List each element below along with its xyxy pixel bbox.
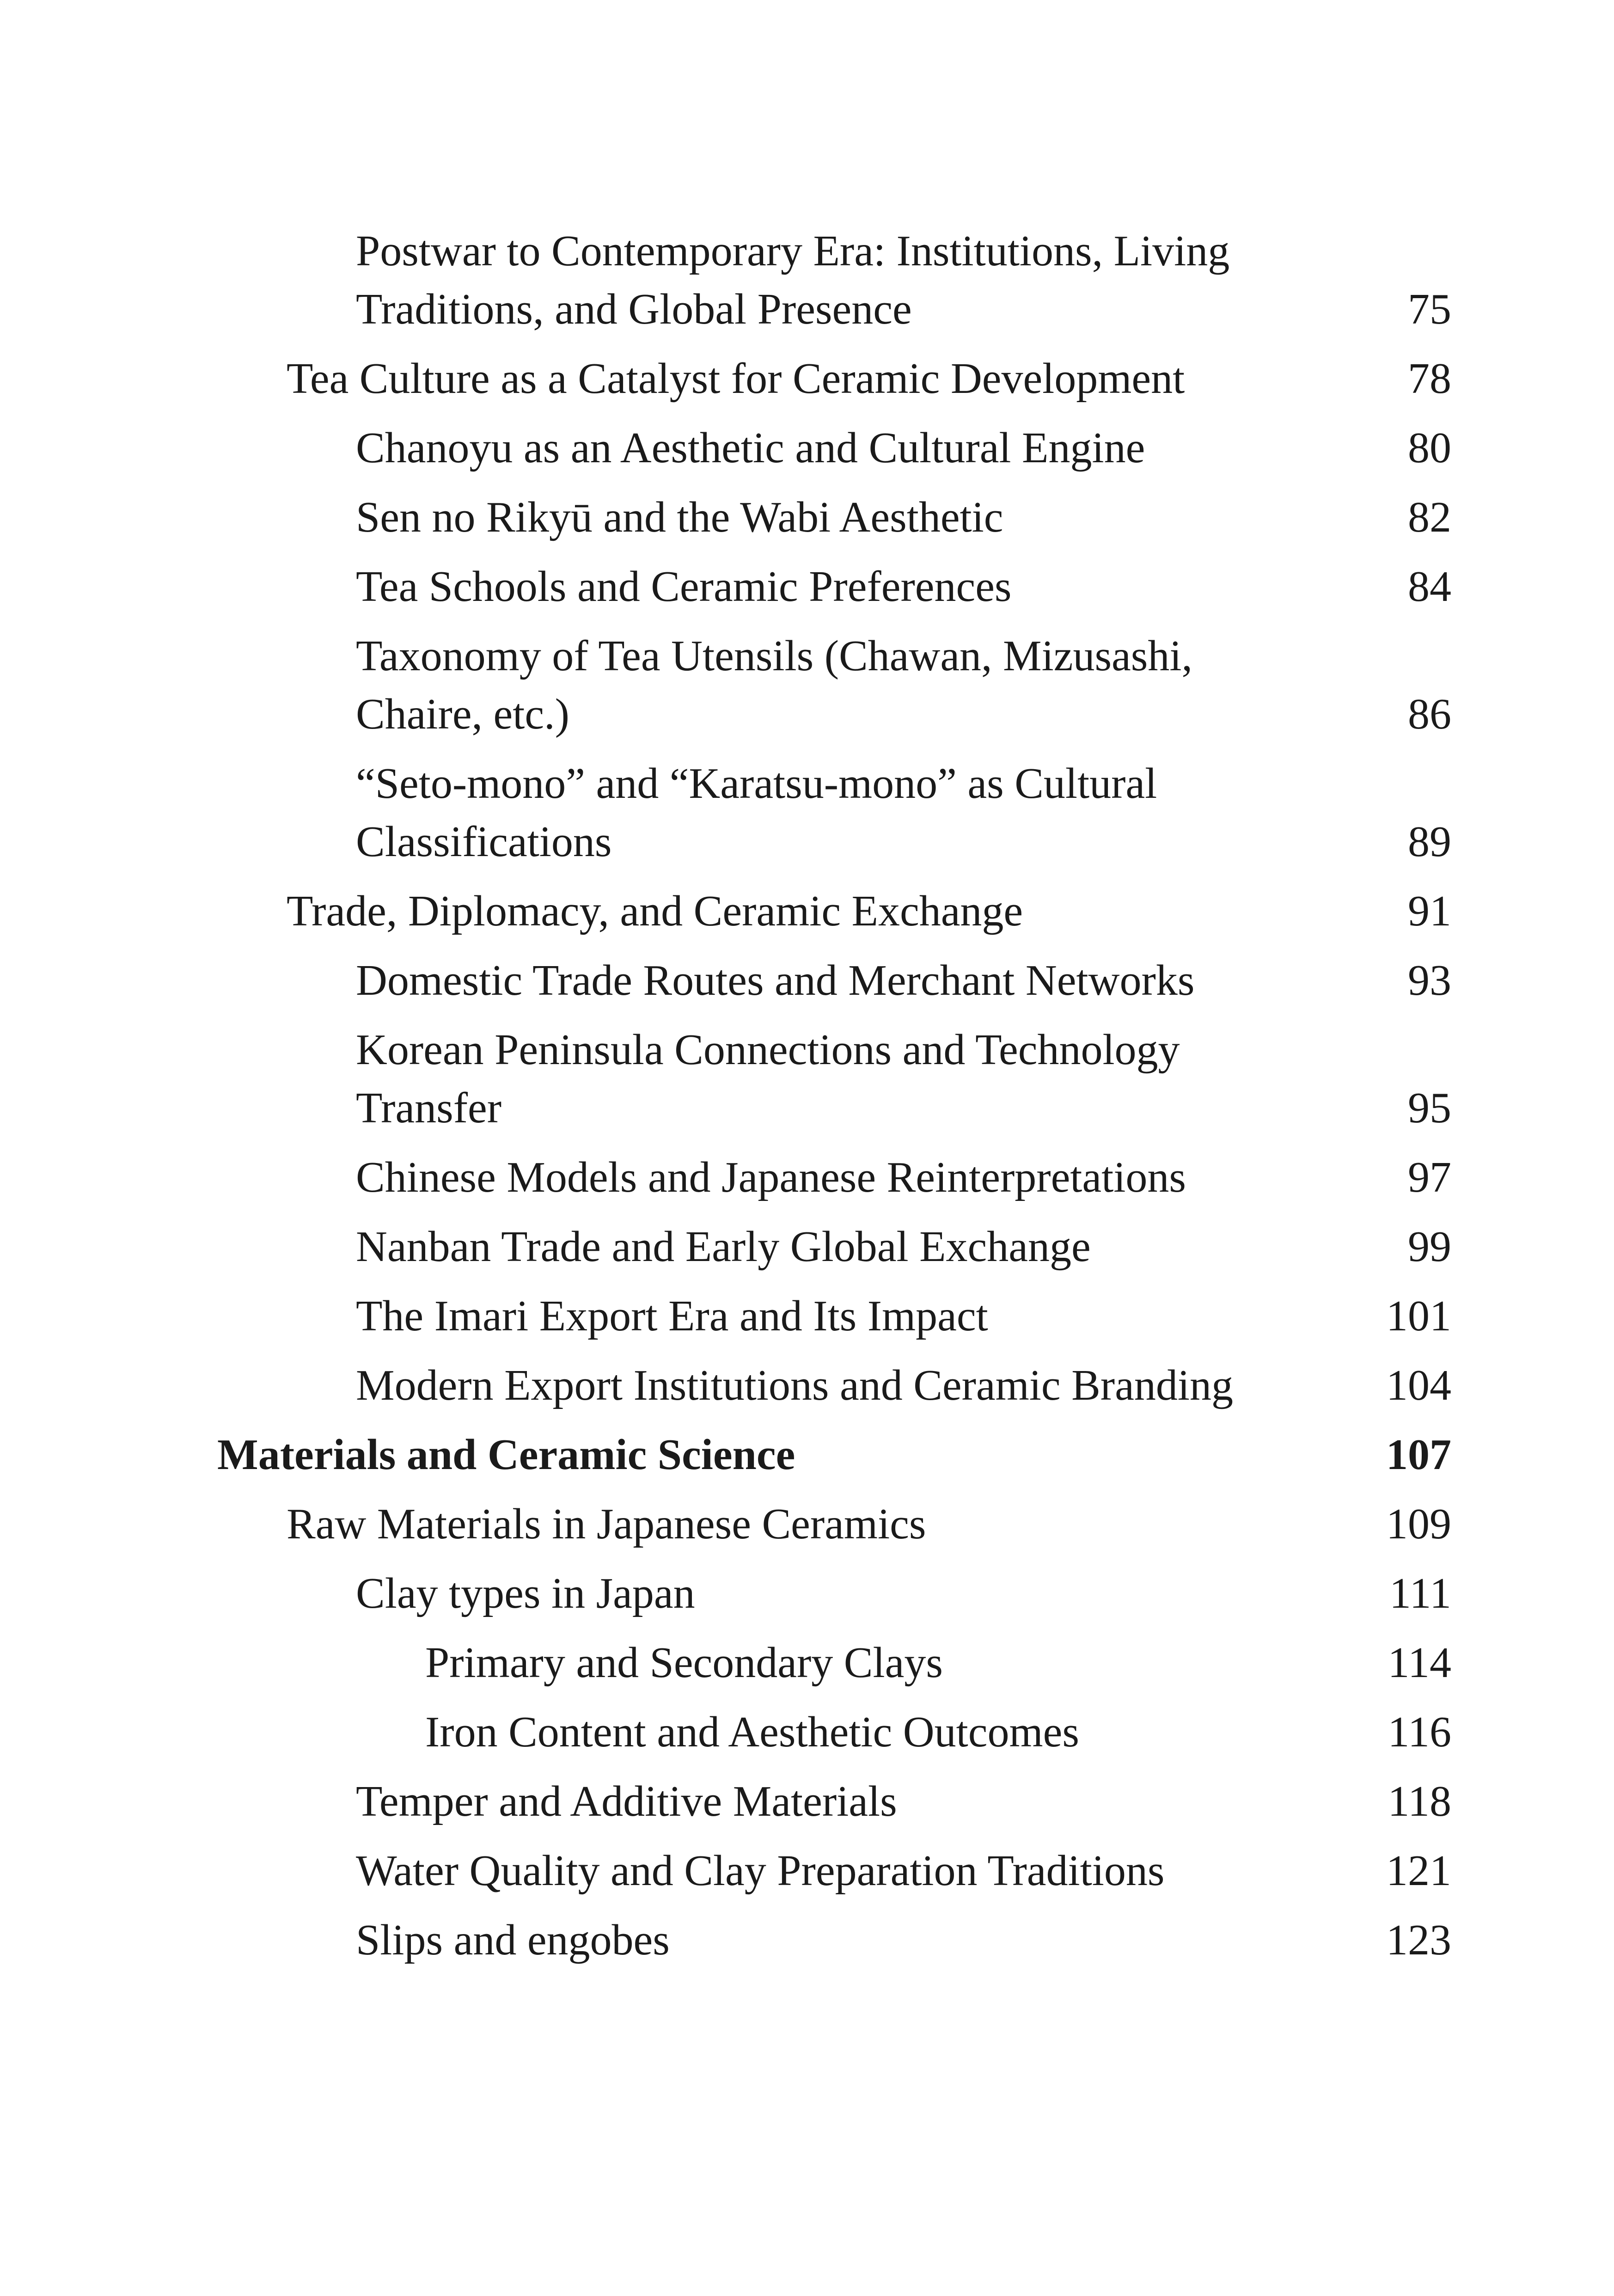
toc-entry-page-number: 121 [1386, 1847, 1451, 1895]
toc-entry-page-number: 109 [1386, 1500, 1451, 1548]
toc-entry-title-line: Nanban Trade and Early Global Exchange [356, 1223, 1091, 1271]
toc-entry[interactable] [217, 1703, 1451, 1761]
toc-entry-title [217, 1426, 1345, 1484]
toc-entry-title-line: Raw Materials in Japanese Ceramics [287, 1500, 926, 1548]
toc-entry[interactable] [217, 1772, 1451, 1831]
toc-entry-title-line: Taxonomy of Tea Utensils (Chawan, Mizusashi, [356, 632, 1192, 680]
toc-entry-title [217, 1148, 1345, 1206]
toc-entry[interactable] [217, 557, 1451, 616]
toc-entry-title-line: Chinese Models and Japanese Reinterpretations [356, 1153, 1186, 1201]
toc-entry-title-line: Chaire, etc.) [356, 690, 569, 738]
toc-entry-title [217, 1634, 1345, 1692]
toc-entry-title-line: Trade, Diplomacy, and Ceramic Exchange [287, 887, 1023, 935]
toc-entry-title [217, 557, 1345, 616]
toc-entry[interactable] [217, 1148, 1451, 1206]
toc-entry[interactable] [217, 627, 1451, 743]
toc-entry-title [217, 1842, 1345, 1900]
toc-entry-page-number: 95 [1408, 1084, 1451, 1132]
toc-entry-title [217, 627, 1345, 743]
toc-entry[interactable] [217, 419, 1451, 477]
toc-entry-title-line: Materials and Ceramic Science [217, 1431, 795, 1479]
toc-entry-title [217, 1911, 1345, 1969]
toc-entry-title [217, 222, 1345, 338]
toc-entry-title-line: Slips and engobes [356, 1916, 670, 1964]
toc-entry[interactable] [217, 1564, 1451, 1623]
toc-entry-title-line: Classifications [356, 818, 612, 866]
toc-entry-title-line: Traditions, and Global Presence [356, 285, 912, 333]
toc-entry-title [217, 1287, 1345, 1345]
toc-entry-page-number: 91 [1408, 887, 1451, 935]
toc-entry-page-number: 93 [1408, 956, 1451, 1004]
toc-entry-title-line: Iron Content and Aesthetic Outcomes [425, 1708, 1079, 1756]
toc-entry-title-line: Tea Schools and Ceramic Preferences [356, 563, 1012, 611]
toc-entry-page-number: 99 [1408, 1223, 1451, 1271]
toc-entry-page-number: 75 [1408, 285, 1451, 333]
toc-entry-title-line: The Imari Export Era and Its Impact [356, 1292, 988, 1340]
toc-entry-page-number: 101 [1386, 1292, 1451, 1340]
toc-entry[interactable] [217, 754, 1451, 871]
toc-entry-page-number: 80 [1408, 424, 1451, 472]
toc-entry-page-number: 123 [1386, 1916, 1451, 1964]
toc-entry[interactable] [217, 1495, 1451, 1553]
toc-entry-title-line: Postwar to Contemporary Era: Institutions, Living [356, 227, 1230, 275]
toc-entry[interactable] [217, 1842, 1451, 1900]
toc-entry-page-number: 82 [1408, 493, 1451, 541]
toc-entry-page-number: 86 [1408, 690, 1451, 738]
toc-entry[interactable] [217, 1634, 1451, 1692]
toc-entry[interactable] [217, 1426, 1451, 1484]
toc-entry-title-line: Primary and Secondary Clays [425, 1639, 943, 1687]
toc-entry-title-line: Modern Export Institutions and Ceramic Branding [356, 1361, 1233, 1409]
toc-entry-title [217, 419, 1345, 477]
toc-entry-page-number: 84 [1408, 563, 1451, 611]
toc-entry-title-line: Transfer [356, 1084, 502, 1132]
toc-entry[interactable] [217, 1021, 1451, 1137]
toc-entry-page-number: 118 [1388, 1777, 1451, 1825]
toc-entry[interactable] [217, 1356, 1451, 1414]
toc-entry-title [217, 1564, 1345, 1623]
table-of-contents [217, 222, 1451, 1980]
toc-entry-title-line: Korean Peninsula Connections and Technology [356, 1026, 1180, 1074]
toc-entry-title [217, 882, 1345, 940]
toc-entry-title [217, 488, 1345, 546]
toc-entry-page-number: 97 [1408, 1153, 1451, 1201]
toc-entry[interactable] [217, 1287, 1451, 1345]
toc-entry-page-number: 89 [1408, 818, 1451, 866]
toc-entry[interactable] [217, 1911, 1451, 1969]
toc-entry[interactable] [217, 488, 1451, 546]
toc-entry-page-number: 104 [1386, 1361, 1451, 1409]
toc-entry-title-line: Temper and Additive Materials [356, 1777, 897, 1825]
toc-entry-page-number: 114 [1388, 1639, 1451, 1687]
toc-entry-title-line: Clay types in Japan [356, 1569, 695, 1617]
toc-entry[interactable] [217, 882, 1451, 940]
toc-entry-page-number: 78 [1408, 355, 1451, 403]
toc-entry-page-number: 116 [1388, 1708, 1451, 1756]
toc-entry-title [217, 951, 1345, 1010]
toc-entry-title-line: “Seto-mono” and “Karatsu-mono” as Cultural [356, 759, 1157, 808]
toc-entry-title-line: Water Quality and Clay Preparation Traditions [356, 1847, 1165, 1895]
toc-entry[interactable] [217, 951, 1451, 1010]
toc-entry[interactable] [217, 1218, 1451, 1276]
toc-entry-title-line: Sen no Rikyū and the Wabi Aesthetic [356, 493, 1003, 541]
toc-entry-title-line: Tea Culture as a Catalyst for Ceramic Development [287, 355, 1185, 403]
toc-entry-title [217, 754, 1345, 871]
toc-entry[interactable] [217, 222, 1451, 338]
toc-entry-page-number: 111 [1389, 1569, 1451, 1617]
toc-entry-title [217, 1218, 1345, 1276]
toc-entry-title [217, 1772, 1345, 1831]
toc-entry-page-number: 107 [1386, 1431, 1451, 1479]
toc-entry-title [217, 1021, 1345, 1137]
toc-entry-title-line: Chanoyu as an Aesthetic and Cultural Engine [356, 424, 1145, 472]
toc-entry-title [217, 1703, 1345, 1761]
toc-entry-title [217, 1495, 1345, 1553]
toc-entry-title-line: Domestic Trade Routes and Merchant Networks [356, 956, 1195, 1004]
toc-entry[interactable] [217, 349, 1451, 408]
toc-entry-title [217, 349, 1345, 408]
toc-entry-title [217, 1356, 1345, 1414]
